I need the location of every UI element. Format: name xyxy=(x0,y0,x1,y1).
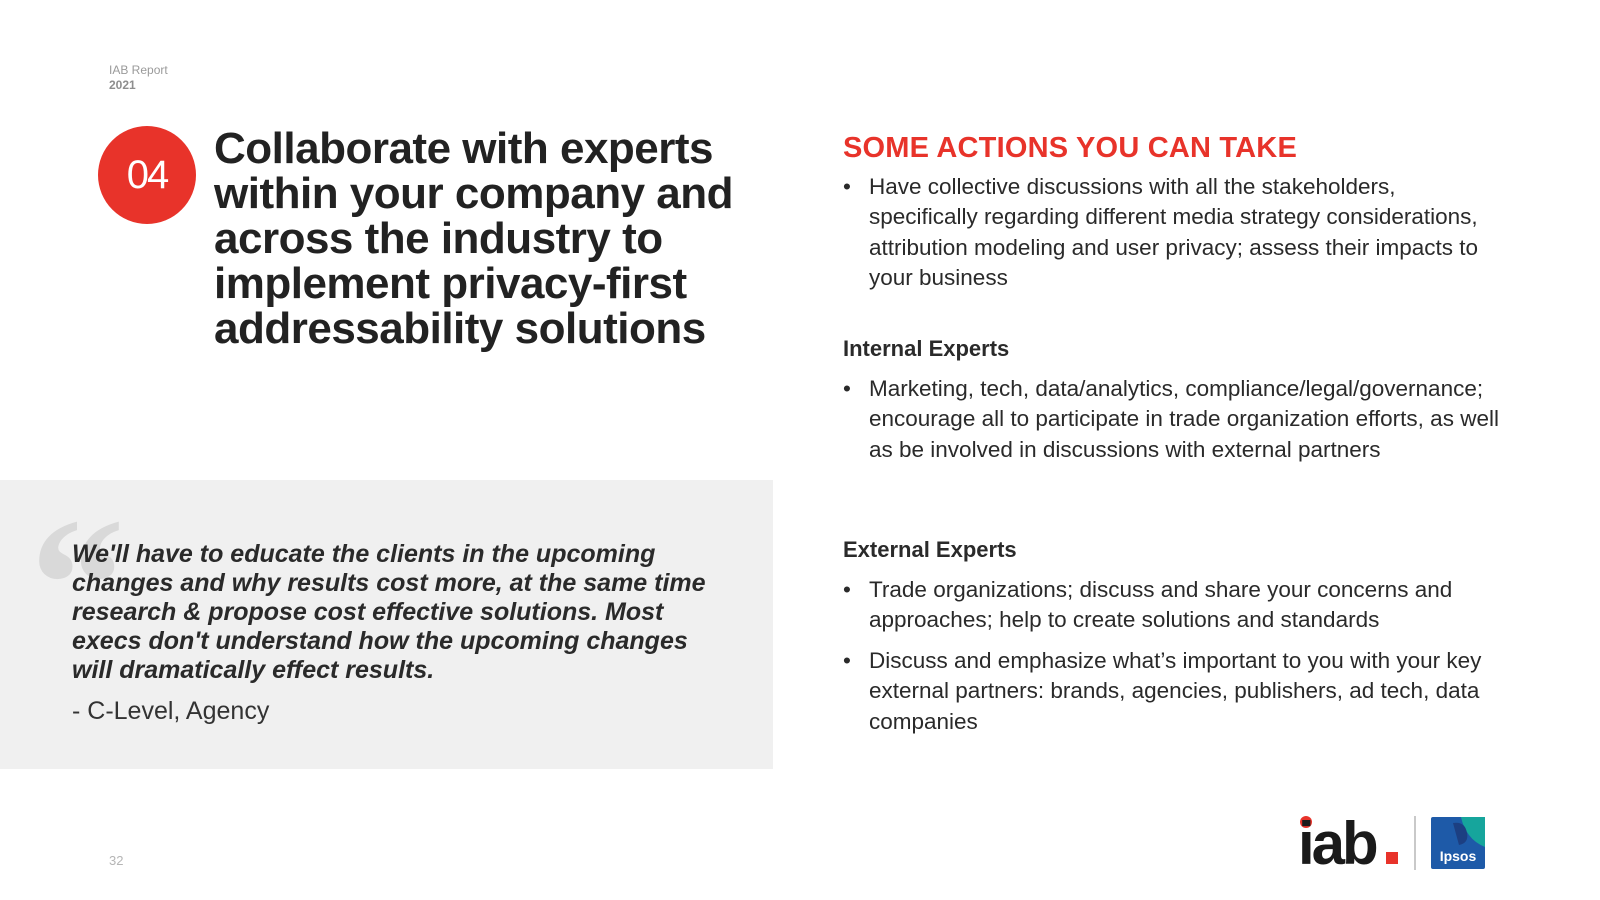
ipsos-logo-icon xyxy=(1431,817,1485,869)
iab-logo-icon xyxy=(1298,808,1406,874)
page-title: Collaborate with experts within your company and across the industry to implement privacy-first addressability solutions xyxy=(214,124,733,353)
svg-text:iab: iab xyxy=(1298,810,1376,874)
bullet-text: Discuss and emphasize what’s important to you with your key external partners: brands, agencies, publishers, ad tech, data companies xyxy=(869,647,1482,734)
quote-box xyxy=(0,480,773,769)
list-item xyxy=(843,646,1503,737)
section-number: 04 xyxy=(126,152,168,197)
logo-divider xyxy=(1414,816,1416,870)
report-label xyxy=(109,63,168,93)
bullet-icon: • xyxy=(843,577,851,602)
page-number: 32 xyxy=(109,853,124,868)
quote-mark-icon: “ xyxy=(30,480,125,690)
ipsos-logo xyxy=(1431,817,1485,869)
actions-title: SOME ACTIONS YOU CAN TAKE xyxy=(843,132,1297,164)
external-experts-title: External Experts xyxy=(843,537,1017,562)
bullet-text: Trade organizations; discuss and share your concerns and approaches; help to create solutions and standards xyxy=(869,577,1453,633)
bullet-text: Marketing, tech, data/analytics, compliance/legal/governance; encourage all to participate in trade organization efforts, as well as be involved in discussions with external partners xyxy=(869,376,1499,462)
bullet-icon: • xyxy=(843,647,851,673)
report-label-year: 2021 xyxy=(109,78,136,92)
list-item xyxy=(843,374,1503,465)
internal-bullet-list xyxy=(843,374,1503,475)
list-item xyxy=(843,575,1503,636)
report-label-title: IAB Report xyxy=(109,63,168,77)
iab-logo xyxy=(1298,808,1406,874)
section-number-badge xyxy=(98,126,196,224)
intro-bullet-list xyxy=(843,172,1503,304)
bullet-icon: • xyxy=(843,174,851,199)
quote-attribution: - C-Level, Agency xyxy=(72,697,270,725)
bullet-icon: • xyxy=(843,376,851,401)
internal-experts-title: Internal Experts xyxy=(843,336,1010,361)
bullet-text: Have collective discussions with all the stakeholders, specifically regarding different media strategy considerations, attribution modeling and user privacy; assess their impacts to your business xyxy=(869,174,1479,291)
external-bullet-list xyxy=(843,575,1503,747)
ipsos-logo-text: Ipsos xyxy=(1439,848,1477,864)
quote-text: We'll have to educate the clients in the upcoming changes and why results cost more, at the same time research & propose cost effective solutions. Most execs don't understand how the upcoming changes will dramatically effect results. xyxy=(72,540,706,684)
list-item xyxy=(843,172,1503,294)
